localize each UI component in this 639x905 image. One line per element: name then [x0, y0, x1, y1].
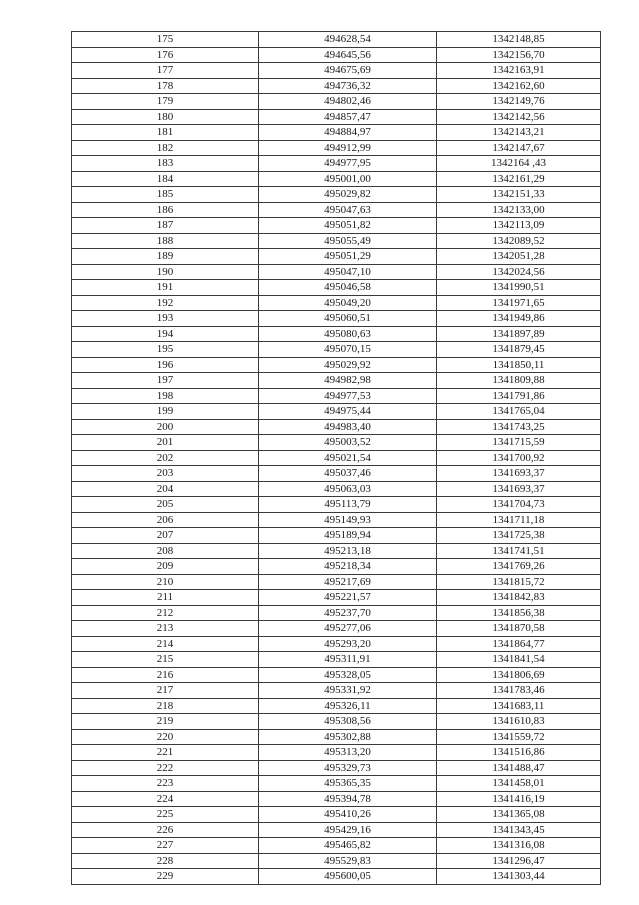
y-coordinate-cell: 1341488,47 [437, 760, 601, 776]
y-coordinate-cell: 1341559,72 [437, 729, 601, 745]
table-row [72, 187, 601, 203]
table-row [72, 109, 601, 125]
point-number-cell: 200 [72, 419, 259, 435]
table-row [72, 264, 601, 280]
y-coordinate-cell: 1341458,01 [437, 776, 601, 792]
point-number-cell: 219 [72, 714, 259, 730]
x-coordinate-cell: 495051,82 [259, 218, 437, 234]
y-coordinate-cell: 1341809,88 [437, 373, 601, 389]
x-coordinate-cell: 494628,54 [259, 32, 437, 48]
y-coordinate-cell: 1341303,44 [437, 869, 601, 885]
x-coordinate-cell: 495060,51 [259, 311, 437, 327]
point-number-cell: 175 [72, 32, 259, 48]
point-number-cell: 188 [72, 233, 259, 249]
point-number-cell: 181 [72, 125, 259, 141]
point-number-cell: 196 [72, 357, 259, 373]
x-coordinate-cell: 495394,78 [259, 791, 437, 807]
point-number-cell: 201 [72, 435, 259, 451]
y-coordinate-cell: 1342147,67 [437, 140, 601, 156]
table-row [72, 729, 601, 745]
point-number-cell: 197 [72, 373, 259, 389]
x-coordinate-cell: 495328,05 [259, 667, 437, 683]
point-number-cell: 194 [72, 326, 259, 342]
x-coordinate-cell: 495313,20 [259, 745, 437, 761]
y-coordinate-cell: 1342113,09 [437, 218, 601, 234]
table-row [72, 543, 601, 559]
y-coordinate-cell: 1341856,38 [437, 605, 601, 621]
y-coordinate-cell: 1341743,25 [437, 419, 601, 435]
y-coordinate-cell: 1341765,04 [437, 404, 601, 420]
coordinates-table-body [72, 32, 601, 885]
point-number-cell: 198 [72, 388, 259, 404]
point-number-cell: 228 [72, 853, 259, 869]
x-coordinate-cell: 495293,20 [259, 636, 437, 652]
point-number-cell: 209 [72, 559, 259, 575]
point-number-cell: 192 [72, 295, 259, 311]
point-number-cell: 217 [72, 683, 259, 699]
table-row [72, 621, 601, 637]
point-number-cell: 222 [72, 760, 259, 776]
x-coordinate-cell: 494983,40 [259, 419, 437, 435]
x-coordinate-cell: 495311,91 [259, 652, 437, 668]
x-coordinate-cell: 495221,57 [259, 590, 437, 606]
table-row [72, 63, 601, 79]
x-coordinate-cell: 494977,53 [259, 388, 437, 404]
y-coordinate-cell: 1341365,08 [437, 807, 601, 823]
table-row [72, 512, 601, 528]
x-coordinate-cell: 495189,94 [259, 528, 437, 544]
y-coordinate-cell: 1341693,37 [437, 481, 601, 497]
y-coordinate-cell: 1341516,86 [437, 745, 601, 761]
y-coordinate-cell: 1341949,86 [437, 311, 601, 327]
y-coordinate-cell: 1342089,52 [437, 233, 601, 249]
x-coordinate-cell: 495029,92 [259, 357, 437, 373]
y-coordinate-cell: 1342164 ,43 [437, 156, 601, 172]
y-coordinate-cell: 1341870,58 [437, 621, 601, 637]
y-coordinate-cell: 1341841,54 [437, 652, 601, 668]
x-coordinate-cell: 495047,10 [259, 264, 437, 280]
table-row [72, 636, 601, 652]
point-number-cell: 179 [72, 94, 259, 110]
point-number-cell: 184 [72, 171, 259, 187]
y-coordinate-cell: 1342024,56 [437, 264, 601, 280]
table-row [72, 435, 601, 451]
table-row [72, 280, 601, 296]
table-row [72, 32, 601, 48]
x-coordinate-cell: 495217,69 [259, 574, 437, 590]
point-number-cell: 178 [72, 78, 259, 94]
table-row [72, 156, 601, 172]
y-coordinate-cell: 1341971,65 [437, 295, 601, 311]
table-row [72, 559, 601, 575]
point-number-cell: 215 [72, 652, 259, 668]
table-row [72, 714, 601, 730]
x-coordinate-cell: 495302,88 [259, 729, 437, 745]
y-coordinate-cell: 1341864,77 [437, 636, 601, 652]
x-coordinate-cell: 494802,46 [259, 94, 437, 110]
table-row [72, 528, 601, 544]
x-coordinate-cell: 494857,47 [259, 109, 437, 125]
x-coordinate-cell: 495080,63 [259, 326, 437, 342]
point-number-cell: 224 [72, 791, 259, 807]
table-row [72, 47, 601, 63]
point-number-cell: 206 [72, 512, 259, 528]
table-row [72, 125, 601, 141]
x-coordinate-cell: 495600,05 [259, 869, 437, 885]
y-coordinate-cell: 1341806,69 [437, 667, 601, 683]
y-coordinate-cell: 1341842,83 [437, 590, 601, 606]
table-row [72, 342, 601, 358]
x-coordinate-cell: 495213,18 [259, 543, 437, 559]
x-coordinate-cell: 495037,46 [259, 466, 437, 482]
y-coordinate-cell: 1341296,47 [437, 853, 601, 869]
x-coordinate-cell: 495218,34 [259, 559, 437, 575]
table-row [72, 202, 601, 218]
point-number-cell: 212 [72, 605, 259, 621]
y-coordinate-cell: 1341791,86 [437, 388, 601, 404]
point-number-cell: 202 [72, 450, 259, 466]
point-number-cell: 185 [72, 187, 259, 203]
point-number-cell: 190 [72, 264, 259, 280]
table-row [72, 590, 601, 606]
table-row [72, 745, 601, 761]
point-number-cell: 182 [72, 140, 259, 156]
point-number-cell: 210 [72, 574, 259, 590]
x-coordinate-cell: 494912,99 [259, 140, 437, 156]
table-row [72, 326, 601, 342]
table-row [72, 838, 601, 854]
point-number-cell: 220 [72, 729, 259, 745]
table-row [72, 218, 601, 234]
coordinates-table [71, 31, 601, 885]
y-coordinate-cell: 1342151,33 [437, 187, 601, 203]
table-row [72, 233, 601, 249]
x-coordinate-cell: 494645,56 [259, 47, 437, 63]
x-coordinate-cell: 495331,92 [259, 683, 437, 699]
point-number-cell: 223 [72, 776, 259, 792]
y-coordinate-cell: 1341783,46 [437, 683, 601, 699]
table-row [72, 760, 601, 776]
y-coordinate-cell: 1341343,45 [437, 822, 601, 838]
y-coordinate-cell: 1341704,73 [437, 497, 601, 513]
y-coordinate-cell: 1341416,19 [437, 791, 601, 807]
point-number-cell: 205 [72, 497, 259, 513]
x-coordinate-cell: 495055,49 [259, 233, 437, 249]
y-coordinate-cell: 1341683,11 [437, 698, 601, 714]
y-coordinate-cell: 1341850,11 [437, 357, 601, 373]
y-coordinate-cell: 1342142,56 [437, 109, 601, 125]
x-coordinate-cell: 495329,73 [259, 760, 437, 776]
point-number-cell: 204 [72, 481, 259, 497]
point-number-cell: 229 [72, 869, 259, 885]
y-coordinate-cell: 1342156,70 [437, 47, 601, 63]
table-row [72, 776, 601, 792]
point-number-cell: 203 [72, 466, 259, 482]
table-row [72, 311, 601, 327]
x-coordinate-cell: 495529,83 [259, 853, 437, 869]
table-row [72, 667, 601, 683]
x-coordinate-cell: 495149,93 [259, 512, 437, 528]
y-coordinate-cell: 1341715,59 [437, 435, 601, 451]
table-row [72, 822, 601, 838]
y-coordinate-cell: 1341769,26 [437, 559, 601, 575]
point-number-cell: 218 [72, 698, 259, 714]
point-number-cell: 207 [72, 528, 259, 544]
y-coordinate-cell: 1341879,45 [437, 342, 601, 358]
table-row [72, 869, 601, 885]
table-row [72, 171, 601, 187]
x-coordinate-cell: 495277,06 [259, 621, 437, 637]
y-coordinate-cell: 1341815,72 [437, 574, 601, 590]
table-row [72, 698, 601, 714]
x-coordinate-cell: 494982,98 [259, 373, 437, 389]
point-number-cell: 189 [72, 249, 259, 265]
point-number-cell: 227 [72, 838, 259, 854]
table-row [72, 853, 601, 869]
point-number-cell: 191 [72, 280, 259, 296]
y-coordinate-cell: 1341897,89 [437, 326, 601, 342]
point-number-cell: 226 [72, 822, 259, 838]
table-row [72, 419, 601, 435]
y-coordinate-cell: 1342149,76 [437, 94, 601, 110]
x-coordinate-cell: 495070,15 [259, 342, 437, 358]
table-row [72, 574, 601, 590]
y-coordinate-cell: 1342143,21 [437, 125, 601, 141]
table-row [72, 481, 601, 497]
x-coordinate-cell: 495308,56 [259, 714, 437, 730]
x-coordinate-cell: 495113,79 [259, 497, 437, 513]
point-number-cell: 186 [72, 202, 259, 218]
table-row [72, 373, 601, 389]
y-coordinate-cell: 1342148,85 [437, 32, 601, 48]
point-number-cell: 221 [72, 745, 259, 761]
y-coordinate-cell: 1341316,08 [437, 838, 601, 854]
y-coordinate-cell: 1341725,38 [437, 528, 601, 544]
x-coordinate-cell: 495410,26 [259, 807, 437, 823]
table-row [72, 450, 601, 466]
point-number-cell: 193 [72, 311, 259, 327]
table-row [72, 791, 601, 807]
y-coordinate-cell: 1342163,91 [437, 63, 601, 79]
x-coordinate-cell: 494736,32 [259, 78, 437, 94]
point-number-cell: 216 [72, 667, 259, 683]
table-row [72, 357, 601, 373]
x-coordinate-cell: 495029,82 [259, 187, 437, 203]
y-coordinate-cell: 1341693,37 [437, 466, 601, 482]
table-row [72, 249, 601, 265]
table-row [72, 78, 601, 94]
point-number-cell: 199 [72, 404, 259, 420]
point-number-cell: 180 [72, 109, 259, 125]
y-coordinate-cell: 1342162,60 [437, 78, 601, 94]
point-number-cell: 211 [72, 590, 259, 606]
point-number-cell: 195 [72, 342, 259, 358]
x-coordinate-cell: 495049,20 [259, 295, 437, 311]
table-row [72, 605, 601, 621]
point-number-cell: 183 [72, 156, 259, 172]
table-row [72, 652, 601, 668]
point-number-cell: 177 [72, 63, 259, 79]
y-coordinate-cell: 1341990,51 [437, 280, 601, 296]
x-coordinate-cell: 495001,00 [259, 171, 437, 187]
point-number-cell: 187 [72, 218, 259, 234]
y-coordinate-cell: 1342133,00 [437, 202, 601, 218]
x-coordinate-cell: 494977,95 [259, 156, 437, 172]
table-row [72, 497, 601, 513]
point-number-cell: 176 [72, 47, 259, 63]
x-coordinate-cell: 495429,16 [259, 822, 437, 838]
x-coordinate-cell: 495003,52 [259, 435, 437, 451]
point-number-cell: 208 [72, 543, 259, 559]
y-coordinate-cell: 1342161,29 [437, 171, 601, 187]
table-row [72, 388, 601, 404]
y-coordinate-cell: 1341700,92 [437, 450, 601, 466]
table-row [72, 295, 601, 311]
x-coordinate-cell: 495326,11 [259, 698, 437, 714]
x-coordinate-cell: 494675,69 [259, 63, 437, 79]
x-coordinate-cell: 495063,03 [259, 481, 437, 497]
x-coordinate-cell: 495237,70 [259, 605, 437, 621]
table-row [72, 404, 601, 420]
point-number-cell: 213 [72, 621, 259, 637]
table-row [72, 807, 601, 823]
x-coordinate-cell: 494884,97 [259, 125, 437, 141]
x-coordinate-cell: 495051,29 [259, 249, 437, 265]
table-row [72, 466, 601, 482]
x-coordinate-cell: 494975,44 [259, 404, 437, 420]
y-coordinate-cell: 1342051,28 [437, 249, 601, 265]
y-coordinate-cell: 1341741,51 [437, 543, 601, 559]
point-number-cell: 214 [72, 636, 259, 652]
point-number-cell: 225 [72, 807, 259, 823]
x-coordinate-cell: 495021,54 [259, 450, 437, 466]
x-coordinate-cell: 495046,58 [259, 280, 437, 296]
x-coordinate-cell: 495365,35 [259, 776, 437, 792]
x-coordinate-cell: 495465,82 [259, 838, 437, 854]
table-row [72, 140, 601, 156]
table-row [72, 683, 601, 699]
y-coordinate-cell: 1341711,18 [437, 512, 601, 528]
table-row [72, 94, 601, 110]
y-coordinate-cell: 1341610,83 [437, 714, 601, 730]
x-coordinate-cell: 495047,63 [259, 202, 437, 218]
